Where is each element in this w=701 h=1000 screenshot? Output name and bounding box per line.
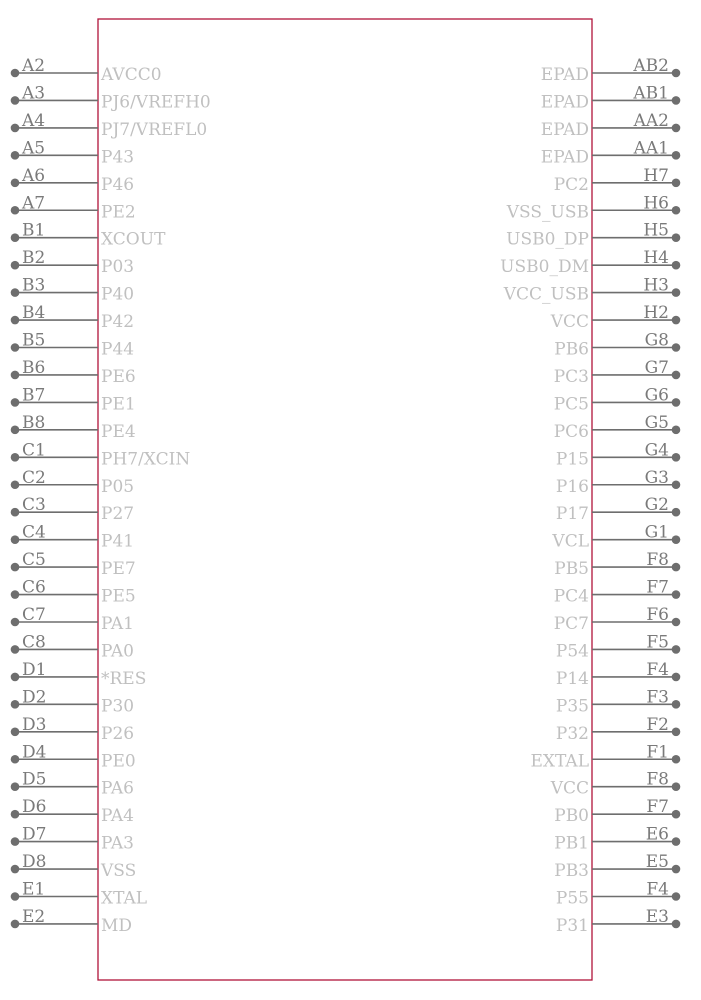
- pin-number: H4: [643, 248, 669, 269]
- pin-left-18: [11, 550, 136, 579]
- pin-number: E5: [645, 852, 669, 873]
- pin-terminal-dot: [11, 590, 20, 599]
- pin-number: A6: [22, 165, 46, 186]
- pin-name: EPAD: [540, 92, 589, 113]
- pin-number: D3: [22, 714, 47, 735]
- pin-left-13: [11, 413, 136, 442]
- pin-name: P27: [101, 504, 135, 525]
- pin-name: PC3: [553, 366, 589, 387]
- pin-name: P40: [101, 284, 135, 305]
- pin-right-20: [554, 605, 681, 634]
- pin-number: C8: [22, 632, 46, 653]
- pin-name: P41: [101, 531, 135, 552]
- pin-terminal-dot: [672, 590, 681, 599]
- pin-terminal-dot: [11, 371, 20, 380]
- pin-terminal-dot: [11, 480, 20, 489]
- pin-right-14: [556, 440, 680, 469]
- pin-number: G8: [644, 330, 669, 351]
- pin-name: PC2: [553, 174, 589, 195]
- pin-right-5: [506, 193, 681, 222]
- pin-terminal-dot: [11, 233, 20, 242]
- pin-name: EPAD: [540, 119, 589, 140]
- pin-terminal-dot: [672, 920, 681, 929]
- pin-number: E2: [22, 906, 46, 927]
- pin-left-4: [11, 166, 134, 195]
- pin-left-1: [11, 83, 211, 112]
- pin-terminal-dot: [672, 810, 681, 819]
- pin-name: P42: [101, 312, 135, 333]
- pin-terminal-dot: [672, 206, 681, 215]
- pin-terminal-dot: [11, 69, 20, 78]
- pin-number: B5: [22, 330, 46, 351]
- pin-right-28: [554, 825, 680, 854]
- pin-left-19: [11, 578, 136, 607]
- pin-number: H5: [643, 220, 669, 241]
- pin-number: B6: [22, 357, 46, 378]
- pin-name: PB1: [554, 833, 589, 854]
- pin-number: G3: [644, 467, 669, 488]
- pin-number: AA1: [633, 138, 669, 159]
- pin-right-16: [556, 495, 680, 524]
- pin-number: F8: [646, 769, 669, 790]
- pin-left-7: [11, 248, 134, 277]
- pin-name: PA6: [101, 778, 134, 799]
- pin-name: USB0_DP: [506, 229, 589, 250]
- pin-number: G4: [644, 440, 669, 461]
- pin-terminal-dot: [672, 618, 681, 627]
- pin-number: A7: [22, 193, 46, 214]
- pin-name: VSS: [101, 861, 137, 882]
- pin-left-16: [11, 495, 134, 524]
- pin-name: EPAD: [540, 65, 589, 85]
- pin-number: C1: [22, 440, 46, 461]
- pin-left-30: [11, 880, 147, 909]
- pin-left-8: [11, 276, 134, 305]
- pin-name: *RES: [101, 668, 147, 689]
- pin-number: G5: [644, 412, 669, 433]
- pin-number: A3: [22, 83, 46, 104]
- pin-name: P14: [555, 668, 589, 689]
- pin-left-23: [11, 687, 134, 716]
- pin-number: H2: [643, 303, 669, 324]
- pin-left-17: [11, 523, 134, 552]
- pin-terminal-dot: [672, 645, 681, 654]
- pin-right-10: [554, 331, 680, 360]
- pin-left-15: [11, 468, 134, 497]
- pin-name: P05: [101, 476, 135, 497]
- pin-terminal-dot: [11, 920, 20, 929]
- pin-terminal-dot: [672, 563, 681, 572]
- pin-left-22: [11, 660, 147, 689]
- pin-terminal-dot: [11, 837, 20, 846]
- pin-name: PE0: [101, 751, 136, 772]
- pin-terminal-dot: [11, 316, 20, 325]
- pin-terminal-dot: [672, 96, 681, 105]
- pin-left-20: [11, 605, 134, 634]
- pin-left-3: [11, 138, 134, 167]
- pin-name: P35: [555, 696, 589, 717]
- pin-name: PE2: [101, 202, 136, 223]
- pin-terminal-dot: [672, 508, 681, 517]
- pin-terminal-dot: [11, 563, 20, 572]
- pin-left-2: [11, 111, 207, 140]
- pin-terminal-dot: [11, 453, 20, 462]
- pin-name: AVCC0: [101, 65, 162, 85]
- pin-name: PE7: [101, 559, 136, 580]
- pin-name: PC7: [553, 614, 589, 634]
- pin-terminal-dot: [11, 645, 20, 654]
- pin-left-12: [11, 385, 136, 414]
- pin-number: A4: [22, 110, 46, 131]
- pin-left-28: [11, 825, 134, 854]
- pin-right-7: [500, 248, 680, 277]
- pin-left-10: [11, 331, 134, 360]
- pin-name: XCOUT: [101, 229, 166, 250]
- pin-name: USB0_DM: [500, 257, 589, 278]
- pin-number: C5: [22, 550, 46, 571]
- pin-name: P31: [555, 915, 589, 936]
- pin-left-9: [11, 303, 134, 332]
- right-pin-column: [500, 56, 680, 936]
- pin-terminal-dot: [672, 453, 681, 462]
- pin-terminal-dot: [672, 728, 681, 737]
- pin-name: P54: [555, 641, 589, 662]
- component-body: [98, 19, 592, 980]
- pin-name: EPAD: [540, 147, 589, 168]
- pin-terminal-dot: [672, 288, 681, 297]
- pin-left-25: [11, 742, 136, 771]
- pin-number: F1: [646, 742, 669, 763]
- pin-name: P46: [101, 174, 135, 195]
- pin-terminal-dot: [11, 673, 20, 682]
- pin-terminal-dot: [672, 151, 681, 160]
- pin-terminal-dot: [11, 728, 20, 737]
- pin-number: A5: [22, 138, 46, 159]
- pin-name: P26: [101, 723, 135, 744]
- pin-number: AB1: [633, 83, 669, 104]
- pin-number: F6: [646, 605, 669, 625]
- pin-terminal-dot: [672, 700, 681, 709]
- pin-terminal-dot: [11, 179, 20, 188]
- pin-left-21: [11, 632, 134, 661]
- pin-name: PH7/XCIN: [101, 449, 191, 470]
- pin-right-6: [506, 221, 680, 250]
- pin-number: E6: [645, 824, 669, 845]
- pin-number: G1: [644, 522, 669, 543]
- pin-name: PC4: [553, 586, 589, 607]
- pin-number: D8: [22, 852, 47, 873]
- pin-right-19: [554, 578, 681, 607]
- pin-right-15: [556, 468, 680, 497]
- pin-number: D5: [22, 769, 47, 790]
- pin-number: C2: [22, 467, 46, 488]
- pin-terminal-dot: [672, 69, 681, 78]
- pin-number: B2: [22, 248, 46, 269]
- pin-number: F4: [646, 879, 669, 900]
- pin-right-26: [550, 770, 681, 799]
- pin-terminal-dot: [11, 288, 20, 297]
- pin-name: PA4: [101, 806, 134, 827]
- pin-terminal-dot: [11, 124, 20, 133]
- pin-terminal-dot: [672, 124, 681, 133]
- pin-left-6: [11, 221, 166, 250]
- pin-terminal-dot: [11, 782, 20, 791]
- pin-number: AB2: [633, 56, 669, 76]
- pin-number: F2: [646, 714, 669, 735]
- pin-terminal-dot: [672, 673, 681, 682]
- pin-number: E3: [645, 906, 669, 927]
- pin-terminal-dot: [672, 316, 681, 325]
- pin-number: C3: [22, 495, 46, 516]
- pin-name: PC6: [553, 421, 589, 442]
- pin-terminal-dot: [672, 371, 681, 380]
- pin-terminal-dot: [672, 343, 681, 352]
- pin-number: D1: [22, 659, 47, 680]
- pin-terminal-dot: [11, 151, 20, 160]
- pin-number: F8: [646, 550, 669, 571]
- pin-number: A2: [22, 56, 46, 76]
- pin-terminal-dot: [672, 179, 681, 188]
- pin-terminal-dot: [11, 398, 20, 407]
- pin-name: MD: [101, 915, 133, 936]
- pin-name: P15: [555, 449, 589, 470]
- pin-number: B1: [22, 220, 46, 241]
- pin-terminal-dot: [672, 398, 681, 407]
- pin-name: PE4: [101, 421, 136, 442]
- pin-number: G6: [644, 385, 669, 406]
- pin-name: PA0: [101, 641, 134, 662]
- pin-left-14: [11, 440, 191, 469]
- pin-number: D6: [22, 797, 47, 818]
- pin-name: P17: [555, 504, 589, 525]
- pin-number: D2: [22, 687, 47, 708]
- pin-number: C7: [22, 605, 46, 625]
- left-pin-column: [11, 56, 211, 936]
- pin-left-31: [11, 907, 132, 936]
- pin-number: B4: [22, 303, 46, 324]
- pin-name: VCL: [552, 531, 589, 552]
- pin-name: P44: [101, 339, 135, 360]
- pin-left-29: [11, 852, 137, 881]
- pin-name: P55: [555, 888, 589, 909]
- pin-terminal-dot: [11, 261, 20, 270]
- pin-name: VSS_USB: [506, 202, 589, 223]
- pin-right-27: [554, 797, 680, 826]
- pin-name: PC5: [553, 394, 589, 415]
- pin-right-3: [541, 138, 681, 167]
- pin-number: F4: [646, 659, 669, 680]
- pin-terminal-dot: [11, 618, 20, 627]
- pin-name: P30: [101, 696, 135, 717]
- pin-terminal-dot: [11, 96, 20, 105]
- pin-left-0: [11, 56, 162, 85]
- pin-right-11: [554, 358, 681, 387]
- pin-terminal-dot: [11, 508, 20, 517]
- pin-name: PA3: [101, 833, 134, 854]
- pin-left-27: [11, 797, 134, 826]
- pin-right-9: [550, 303, 681, 332]
- pin-name: XTAL: [101, 888, 148, 909]
- pin-right-2: [541, 111, 681, 140]
- pin-number: H3: [643, 275, 669, 296]
- pin-terminal-dot: [672, 480, 681, 489]
- pin-left-24: [11, 715, 134, 744]
- pin-right-29: [554, 852, 680, 881]
- pin-name: EXTAL: [530, 751, 589, 772]
- pin-right-13: [554, 413, 681, 442]
- pin-terminal-dot: [672, 426, 681, 435]
- pin-right-4: [554, 166, 681, 195]
- pin-name: PE1: [101, 394, 136, 415]
- pin-right-30: [556, 880, 680, 909]
- pin-name: P03: [101, 257, 135, 278]
- pin-number: F7: [646, 797, 669, 818]
- pin-name: VCC: [550, 778, 589, 799]
- pin-number: C6: [22, 577, 46, 598]
- pin-right-0: [541, 56, 681, 85]
- pin-name: PJ7/VREFL0: [101, 119, 208, 140]
- pin-terminal-dot: [672, 261, 681, 270]
- pin-terminal-dot: [11, 865, 20, 874]
- pin-name: P43: [101, 147, 135, 168]
- pin-name: PB5: [554, 559, 589, 580]
- pin-name: PB3: [554, 861, 589, 882]
- pin-number: H7: [643, 165, 669, 186]
- pin-right-12: [554, 385, 681, 414]
- pin-terminal-dot: [11, 206, 20, 215]
- pin-right-31: [556, 907, 680, 936]
- pin-name: PE5: [101, 586, 136, 607]
- pin-number: B3: [22, 275, 46, 296]
- pin-number: F3: [646, 687, 669, 708]
- pin-number: B7: [22, 385, 46, 406]
- pin-number: G7: [644, 357, 669, 378]
- pin-number: F5: [646, 632, 669, 653]
- pin-terminal-dot: [672, 782, 681, 791]
- pin-terminal-dot: [672, 837, 681, 846]
- pin-terminal-dot: [672, 755, 681, 764]
- pin-right-25: [531, 742, 681, 771]
- pin-name: PA1: [101, 614, 134, 634]
- pin-terminal-dot: [11, 892, 20, 901]
- pin-name: P32: [555, 723, 589, 744]
- pin-name: VCC: [550, 312, 589, 333]
- pin-left-11: [11, 358, 136, 387]
- pin-name: PJ6/VREFH0: [101, 92, 211, 113]
- pin-name: PE6: [101, 366, 136, 387]
- pin-terminal-dot: [672, 865, 681, 874]
- pin-terminal-dot: [672, 535, 681, 544]
- pin-number: B8: [22, 412, 46, 433]
- pin-terminal-dot: [11, 426, 20, 435]
- pin-number: C4: [22, 522, 46, 543]
- pin-right-1: [541, 83, 681, 112]
- pin-number: D7: [22, 824, 47, 845]
- pin-number: D4: [22, 742, 47, 763]
- pin-terminal-dot: [672, 233, 681, 242]
- pin-right-22: [556, 660, 680, 689]
- pin-number: AA2: [633, 110, 669, 131]
- pin-left-5: [11, 193, 136, 222]
- pin-number: G2: [644, 495, 669, 516]
- pin-terminal-dot: [11, 343, 20, 352]
- pin-right-21: [556, 632, 680, 661]
- pin-terminal-dot: [11, 755, 20, 764]
- pin-terminal-dot: [672, 892, 681, 901]
- pin-number: E1: [22, 879, 46, 900]
- pin-terminal-dot: [11, 700, 20, 709]
- pin-right-18: [554, 550, 680, 579]
- pin-right-23: [556, 687, 680, 716]
- pin-right-17: [551, 523, 680, 552]
- pin-name: P16: [555, 476, 589, 497]
- pin-right-24: [556, 715, 680, 744]
- pin-terminal-dot: [11, 810, 20, 819]
- pin-name: PB0: [554, 806, 589, 827]
- pin-terminal-dot: [11, 535, 20, 544]
- pin-left-26: [11, 770, 134, 799]
- pin-number: H6: [643, 193, 669, 214]
- pin-name: PB6: [554, 339, 589, 360]
- pin-name: VCC_USB: [503, 284, 589, 305]
- pin-number: F7: [646, 577, 669, 598]
